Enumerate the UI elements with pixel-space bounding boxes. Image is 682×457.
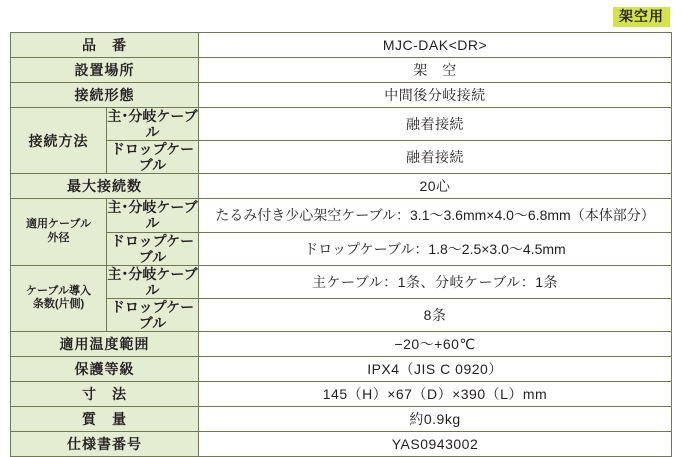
row-sublabel: ドロップケーブル — [107, 141, 199, 174]
usage-badge: 架空用 — [613, 7, 670, 27]
row-label: 適用温度範囲 — [11, 332, 199, 357]
row-label: 接続方法 — [11, 108, 107, 174]
table-row — [11, 33, 672, 58]
row-label-line1: 適用ケーブル — [25, 218, 91, 231]
row-label — [11, 265, 107, 331]
table-row — [11, 298, 672, 331]
row-sublabel: ドロップケーブル — [107, 298, 199, 331]
row-value: 主ケーブル：1条、分岐ケーブル：1条 — [199, 265, 672, 298]
row-value: たるみ付き少心架空ケーブル：3.1〜3.6mm×4.0〜6.8mm（本体部分） — [199, 199, 672, 232]
row-value: 中間後分岐接続 — [199, 83, 672, 108]
row-label-line1: ケーブル導入 — [25, 284, 91, 297]
row-sublabel: 主･分岐ケーブル — [107, 265, 198, 298]
row-value: 145（H）×67（D）×390（L）mm — [199, 382, 672, 407]
row-label: 保護等級 — [11, 357, 199, 382]
row-value: −20〜+60℃ — [199, 332, 672, 357]
row-label: 設置場所 — [11, 58, 199, 83]
table-row — [11, 232, 672, 265]
row-value: 8条 — [199, 298, 672, 331]
row-label: 接続形態 — [11, 83, 199, 108]
row-label: 品 番 — [11, 33, 199, 58]
row-label: 質 量 — [11, 407, 199, 432]
row-value: 約0.9kg — [199, 407, 672, 432]
row-label: 寸 法 — [11, 382, 199, 407]
table-row — [11, 357, 672, 382]
row-value: ドロップケーブル：1.8〜2.5×3.0〜4.5mm — [199, 232, 672, 265]
row-label: 仕様書番号 — [11, 432, 199, 457]
row-value: 架 空 — [199, 58, 672, 83]
table-row — [11, 83, 672, 108]
table-row — [11, 407, 672, 432]
row-value: 融着接続 — [199, 141, 672, 174]
row-value: MJC-DAK<DR> — [199, 33, 672, 58]
table-row — [11, 199, 672, 232]
row-sublabel: ドロップケーブル — [107, 232, 199, 265]
table-row — [11, 265, 672, 298]
table-row — [11, 141, 672, 174]
table-row — [11, 332, 672, 357]
row-sublabel: 主･分岐ケーブル — [107, 199, 198, 232]
specification-table — [10, 32, 672, 457]
row-label-line2: 条数(片側) — [32, 298, 85, 311]
row-value: IPX4（JIS C 0920） — [199, 357, 672, 382]
table-row — [11, 58, 672, 83]
table-row — [11, 174, 672, 199]
table-row — [11, 382, 672, 407]
table-row — [11, 432, 672, 457]
row-value: YAS0943002 — [199, 432, 672, 457]
row-value: 融着接続 — [199, 108, 672, 141]
table-row — [11, 108, 672, 141]
row-label-line2: 外径 — [47, 232, 70, 245]
row-label: 最大接続数 — [11, 174, 199, 199]
badge-row — [10, 6, 672, 28]
row-label — [11, 199, 107, 265]
row-value: 20心 — [199, 174, 672, 199]
row-sublabel: 主･分岐ケーブル — [107, 108, 198, 141]
